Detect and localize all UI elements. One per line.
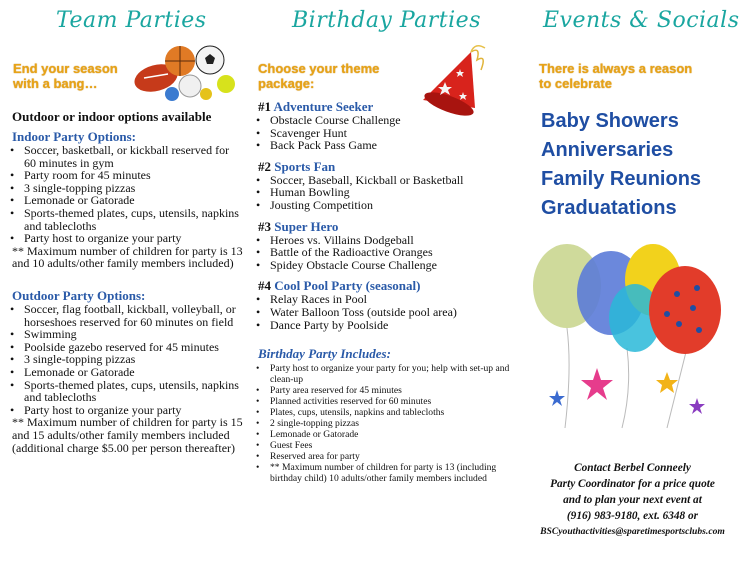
- list-item: • Sports-themed plates, cups, utensils, napkins and tablecloths: [12, 207, 244, 232]
- list-item: • Party area reserved for 45 minutes: [258, 385, 510, 396]
- includes-list: [246, 363, 510, 484]
- outdoor-list: [0, 303, 244, 416]
- outdoor-options: [12, 289, 244, 454]
- list-item: • Scavenger Hunt: [258, 127, 510, 140]
- contact-info: [515, 460, 750, 540]
- outdoor-heading: Outdoor Party Options:: [12, 288, 146, 303]
- team-parties-title: Team Parties: [56, 8, 207, 33]
- contact-email[interactable]: BSCyouthactivities@sparetimesportsclubs.com: [540, 526, 725, 537]
- event-item: Graduatations: [541, 197, 677, 219]
- list-item: • Battle of the Radioactive Oranges: [258, 246, 510, 259]
- list-item: • Relay Races in Pool: [258, 293, 510, 306]
- list-item: • Back Pack Pass Game: [258, 139, 510, 152]
- event-item: Family Reunions: [541, 168, 702, 190]
- list-item: • Obstacle Course Challenge: [258, 114, 510, 127]
- list-item: • Planned activities reserved for 60 minutes: [258, 396, 510, 407]
- contact-phone: (916) 983-9180, ext. 6348 or: [566, 510, 699, 522]
- birthday-parties-column: [250, 0, 515, 566]
- list-item: • Reserved area for party: [258, 451, 510, 462]
- team-subhead: Outdoor or indoor options available: [12, 109, 212, 124]
- list-item: • Heroes vs. Villains Dodgeball: [258, 234, 510, 247]
- contact-line: and to plan your next event at: [563, 494, 702, 506]
- events-tagline: There is always a reason to celebrate: [539, 61, 693, 91]
- list-item: • Party host to organize your party: [12, 232, 244, 245]
- indoor-heading: Indoor Party Options:: [12, 129, 136, 144]
- package-3: #3 Super Hero • Heroes vs. Villains Dodgeball • Battle of the Radioactive Oranges • Spidey Obstacle Course Challenge: [258, 220, 510, 272]
- event-item: Baby Showers: [541, 110, 679, 132]
- list-item: • Water Balloon Toss (outside pool area): [258, 306, 510, 319]
- theme-packages: [258, 100, 510, 331]
- contact-line: Contact Berbel Conneely: [574, 462, 691, 474]
- list-item: • Soccer, flag football, kickball, volleyball, or horseshoes reserved for 60 minutes on field: [12, 303, 244, 328]
- package-4: #4 Cool Pool Party (seasonal) • Relay Races in Pool • Water Balloon Toss (outside pool area) • Dance Party by Poolside: [258, 279, 510, 331]
- list-item: • Lemonade or Gatorade: [12, 194, 244, 207]
- list-item: • Party host to organize your party for you; help with set-up and clean-up: [258, 363, 510, 385]
- birthday-tagline: Choose your theme package:: [258, 61, 380, 91]
- list-item: • Party room for 45 minutes: [12, 169, 244, 182]
- events-socials-column: [515, 0, 750, 566]
- indoor-options: [12, 130, 244, 270]
- list-item: • Jousting Competition: [258, 199, 510, 212]
- team-tagline: End your season with a bang…: [13, 61, 118, 91]
- indoor-note: ** Maximum number of children for party is 13 and 10 adults/other family members included): [12, 243, 243, 271]
- event-item: Anniversaries: [541, 139, 674, 161]
- list-item: • 3 single-topping pizzas: [12, 182, 244, 195]
- list-item: • ** Maximum number of children for party is 13 (including birthday child) 10 adults/other family members included: [258, 462, 510, 484]
- birthday-parties-title: Birthday Parties: [292, 8, 481, 33]
- list-item: • Party host to organize your party: [12, 404, 244, 417]
- list-item: • 3 single-topping pizzas: [12, 353, 244, 366]
- package-1: #1 Adventure Seeker • Obstacle Course Challenge • Scavenger Hunt • Back Pack Pass Game: [258, 100, 510, 152]
- event-types: [541, 107, 701, 223]
- list-item: • Lemonade or Gatorade: [12, 366, 244, 379]
- package-2: #2 Sports Fan • Soccer, Baseball, Kickball or Basketball • Human Bowling • Jousting Competition: [258, 160, 510, 212]
- list-item: • Sports-themed plates, cups, utensils, napkins and tablecloths: [12, 379, 244, 404]
- list-item: • Poolside gazebo reserved for 45 minutes: [12, 341, 244, 354]
- sports-balls-icon: [132, 44, 236, 102]
- outdoor-note: ** Maximum number of children for party is 15 and 15 adults/other family members included (additional charge $5.00 per person thereafter): [12, 415, 243, 455]
- list-item: • Spidey Obstacle Course Challenge: [258, 259, 510, 272]
- list-item: • Human Bowling: [258, 186, 510, 199]
- includes-heading: Birthday Party Includes:: [258, 346, 391, 361]
- list-item: • Soccer, basketball, or kickball reserved for 60 minutes in gym: [12, 144, 244, 169]
- birthday-includes: [258, 347, 510, 484]
- team-parties-column: [0, 0, 250, 566]
- events-socials-title: Events & Socials: [543, 8, 740, 33]
- list-item: • Lemonade or Gatorade: [258, 429, 510, 440]
- indoor-list: [0, 144, 244, 245]
- list-item: • Soccer, Baseball, Kickball or Basketball: [258, 174, 510, 187]
- list-item: • 2 single-topping pizzas: [258, 418, 510, 429]
- list-item: • Plates, cups, utensils, napkins and tablecloths: [258, 407, 510, 418]
- contact-line: Party Coordinator for a price quote: [550, 478, 715, 490]
- balloons-icon: [527, 238, 737, 430]
- list-item: • Dance Party by Poolside: [258, 319, 510, 332]
- list-item: • Swimming: [12, 328, 244, 341]
- list-item: • Guest Fees: [258, 440, 510, 451]
